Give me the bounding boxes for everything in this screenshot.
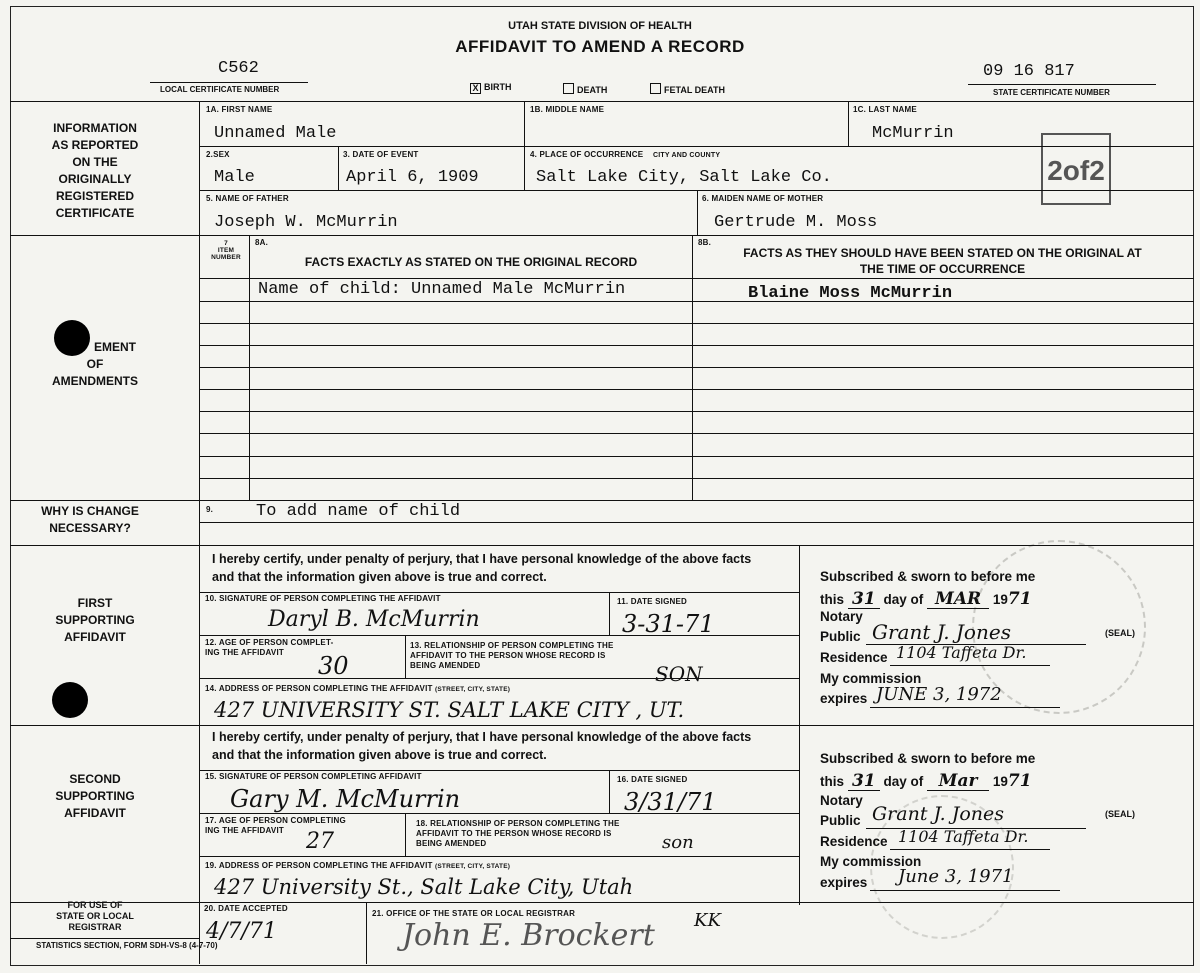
second-sworn-label: Subscribed & sworn to before me [820, 751, 1036, 766]
sex-value[interactable]: Male [214, 168, 255, 187]
second-date-label: 16. DATE SIGNED [617, 775, 688, 784]
second-notary-label: Notary [820, 793, 863, 808]
first-affidavit-section-label: FIRST SUPPORTING AFFIDAVIT [55, 596, 135, 644]
registrar-section-label: FOR USE OF STATE OR LOCAL REGISTRAR [56, 900, 134, 932]
place-value[interactable]: Salt Lake City, Salt Lake Co. [536, 168, 832, 187]
second-seal-label: (SEAL) [1105, 809, 1135, 819]
second-age-value[interactable]: 27 [306, 829, 334, 854]
local-certificate-number: C562 [218, 59, 259, 78]
first-seal-label: (SEAL) [1105, 628, 1135, 638]
first-residence-label: Residence [820, 650, 888, 665]
mother-value[interactable]: Gertrude M. Moss [714, 213, 878, 232]
first-notary-label: Notary [820, 609, 863, 624]
middle-name-label: 1B. MIDDLE NAME [530, 105, 605, 114]
second-address-label: 19. ADDRESS OF PERSON COMPLETING THE AFFIDAVIT (STREET, CITY, STATE) [205, 861, 511, 870]
second-signature[interactable]: Gary M. McMurrin [230, 785, 461, 813]
option-birth[interactable]: X BIRTH [470, 83, 512, 94]
second-age-label: 17. AGE OF PERSON COMPLETING ING THE AFFIDAVIT [205, 816, 346, 835]
date-of-event-value[interactable]: April 6, 1909 [346, 168, 479, 187]
first-certify-text: I hereby certify, under penalty of perjury, that I have personal knowledge of the above facts and that the information given above is true and correct. [212, 552, 752, 584]
first-notary-year[interactable]: 71 [1007, 589, 1032, 609]
first-address-value[interactable]: 427 UNIVERSITY ST. SALT LAKE CITY , UT. [214, 698, 685, 722]
first-expires-value[interactable]: JUNE 3, 1972 [876, 684, 1002, 705]
sex-label: 2.SEX [206, 150, 230, 159]
first-notary-signature[interactable]: Grant J. Jones [872, 620, 1011, 644]
item-number-header: 7 ITEM NUMBER [211, 240, 241, 261]
amendment-row-1-original[interactable]: Name of child: Unnamed Male McMurrin [258, 280, 626, 299]
why-section-label: WHY IS CHANGE NECESSARY? [41, 504, 139, 535]
second-notary-day[interactable]: 31 [848, 773, 880, 791]
state-certificate-label: STATE CERTIFICATE NUMBER [993, 88, 1110, 97]
amendment-row-1-corrected[interactable]: Blaine Moss McMurrin [748, 284, 953, 303]
registrar-office-label: 21. OFFICE OF THE STATE OR LOCAL REGISTRAR [372, 909, 576, 918]
first-residence-value[interactable]: 1104 Taffeta Dr. [896, 643, 1027, 662]
date-of-event-label: 3. DATE OF EVENT [343, 150, 419, 159]
first-commission-label: My commission [820, 671, 922, 686]
first-date-label: 11. DATE SIGNED [617, 597, 687, 606]
second-residence-label: Residence [820, 834, 888, 849]
first-age-label: 12. AGE OF PERSON COMPLET- ING THE AFFIDAVIT [205, 638, 334, 657]
first-signature-label: 10. SIGNATURE OF PERSON COMPLETING THE AFFIDAVIT [205, 594, 441, 603]
second-notary-month[interactable]: Mar [927, 773, 989, 791]
second-notary-year[interactable]: 71 [1007, 771, 1032, 791]
first-relationship-value[interactable]: SON [655, 662, 703, 686]
second-expires-label: expires [820, 875, 868, 890]
second-this-line: this 31 day of Mar 1971 [820, 771, 1032, 791]
fetal-death-checkbox[interactable] [650, 83, 661, 94]
first-name-label: 1A. FIRST NAME [206, 105, 273, 114]
col-8a-header: FACTS EXACTLY AS STATED ON THE ORIGINAL RECORD [304, 255, 638, 269]
first-notary-day[interactable]: 31 [848, 591, 880, 609]
first-notary-month[interactable]: MAR [927, 591, 989, 609]
second-public-label: Public [820, 813, 861, 828]
mother-label: 6. MAIDEN NAME OF MOTHER [702, 194, 824, 203]
first-relationship-label: 13. RELATIONSHIP OF PERSON COMPLETING THE AFFIDAVIT TO THE PERSON WHOSE RECORD IS BEING AMENDED [410, 641, 614, 670]
option-fetal-death[interactable]: FETAL DEATH [650, 83, 725, 95]
father-label: 5. NAME OF FATHER [206, 194, 289, 203]
death-checkbox[interactable] [563, 83, 574, 94]
agency-name: UTAH STATE DIVISION OF HEALTH [508, 20, 692, 32]
form-id: STATISTICS SECTION, FORM SDH-VS-8 (4-7-70) [36, 941, 218, 950]
date-accepted-value[interactable]: 4/7/71 [206, 919, 277, 944]
father-value[interactable]: Joseph W. McMurrin [214, 213, 398, 232]
col-8b-header: FACTS AS THEY SHOULD HAVE BEEN STATED ON THE ORIGINAL AT THE TIME OF OCCURRENCE [743, 246, 1142, 276]
form-title: AFFIDAVIT TO AMEND A RECORD [455, 37, 745, 56]
second-relationship-value[interactable]: son [662, 832, 694, 853]
second-notary-signature[interactable]: Grant J. Jones [872, 803, 1005, 825]
birth-checkbox[interactable]: X [470, 83, 481, 94]
second-affidavit-section-label: SECOND SUPPORTING AFFIDAVIT [55, 772, 135, 820]
last-name-value[interactable]: McMurrin [872, 124, 954, 143]
why-number: 9. [206, 505, 214, 514]
why-reason-value[interactable]: To add name of child [256, 502, 461, 521]
registrar-signature[interactable]: John E. Brockert [402, 918, 655, 953]
second-address-value[interactable]: 427 University St., Salt Lake City, Utah [214, 875, 634, 899]
second-expires-value[interactable]: June 3, 1971 [898, 866, 1014, 887]
first-age-value[interactable]: 30 [318, 652, 349, 680]
first-sworn-label: Subscribed & sworn to before me [820, 569, 1036, 584]
second-residence-value[interactable]: 1104 Taffeta Dr. [898, 827, 1029, 846]
first-this-line: this 31 day of MAR 1971 [820, 589, 1032, 609]
first-date-value[interactable]: 3-31-71 [622, 610, 715, 638]
state-certificate-number: 09 16 817 [983, 62, 1075, 81]
second-date-value[interactable]: 3/31/71 [624, 788, 717, 816]
first-public-label: Public [820, 629, 861, 644]
page-stamp: 2of2 [1041, 133, 1111, 205]
first-expires-label: expires [820, 691, 868, 706]
second-relationship-label: 18. RELATIONSHIP OF PERSON COMPLETING THE AFFIDAVIT TO THE PERSON WHOSE RECORD IS BEING AMENDED [416, 819, 620, 848]
second-commission-label: My commission [820, 854, 922, 869]
first-name-value[interactable]: Unnamed Male [214, 124, 337, 143]
place-label: 4. PLACE OF OCCURRENCE CITY AND COUNTY [530, 150, 721, 159]
date-accepted-label: 20. DATE ACCEPTED [204, 904, 288, 913]
col-8a-number: 8A. [255, 238, 269, 247]
punch-hole-bottom [52, 682, 88, 718]
original-info-section-label: INFORMATION AS REPORTED ON THE ORIGINALLY REGISTERED CERTIFICATE [51, 121, 139, 220]
last-name-label: 1C. LAST NAME [853, 105, 917, 114]
local-certificate-label: LOCAL CERTIFICATE NUMBER [160, 85, 280, 94]
amendments-section-label: EMENT OF AMENDMENTS [52, 340, 138, 388]
first-signature[interactable]: Daryl B. McMurrin [268, 607, 480, 632]
col-8b-number: 8B. [698, 238, 712, 247]
registrar-initials[interactable]: KK [694, 910, 721, 931]
second-certify-text: I hereby certify, under penalty of perjury, that I have personal knowledge of the above facts and that the information given above is true and correct. [212, 730, 752, 762]
second-signature-label: 15. SIGNATURE OF PERSON COMPLETING AFFIDAVIT [205, 772, 422, 781]
option-death[interactable]: DEATH [563, 83, 607, 95]
first-address-label: 14. ADDRESS OF PERSON COMPLETING THE AFFIDAVIT (STREET, CITY, STATE) [205, 684, 511, 693]
